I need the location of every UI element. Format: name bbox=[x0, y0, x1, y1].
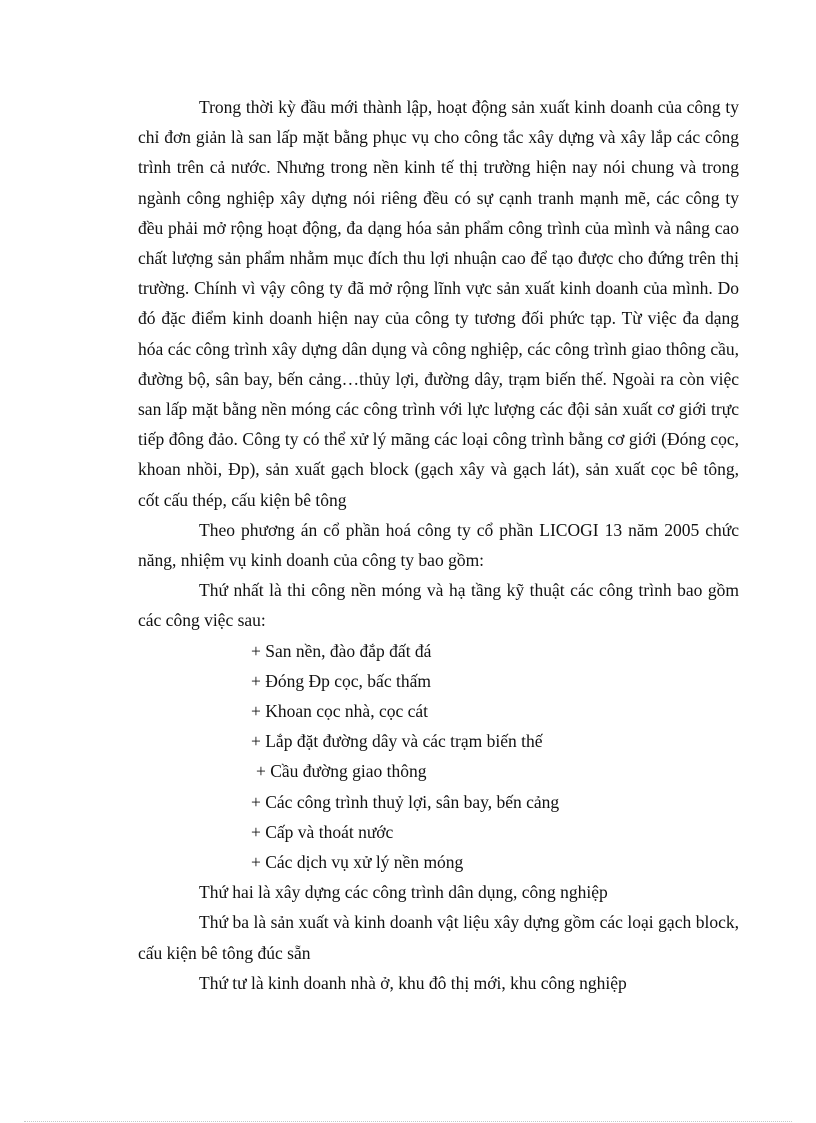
paragraph-second-function: Thứ hai là xây dựng các công trình dân dụng, công nghiệp bbox=[199, 882, 608, 903]
paragraph-first-function: Thứ nhất là thi công nền móng và hạ tầng kỹ thuật các công trình bao gồm các công việc sau: bbox=[138, 580, 739, 631]
paragraph-equitization-plan: Theo phương án cổ phần hoá công ty cổ phần LICOGI 13 năm 2005 chức năng, nhiệm vụ kinh doanh của công ty bao gồm: bbox=[138, 519, 739, 571]
document-body bbox=[138, 92, 739, 998]
list-item: + Đóng Đp cọc, bấc thấm bbox=[251, 670, 431, 691]
list-item: + Khoan cọc nhà, cọc cát bbox=[251, 701, 429, 722]
foundation-works-list bbox=[138, 636, 739, 878]
list-item: + Cầu đường giao thông bbox=[256, 761, 427, 782]
list-item: + Các dịch vụ xử lý nền móng bbox=[251, 852, 464, 873]
paragraph-third-function: Thứ ba là sản xuất và kinh doanh vật liệu xây dựng gồm các loại gạch block, cấu kiện bê tông đúc sẵn bbox=[138, 912, 739, 963]
page-bottom-divider bbox=[24, 1121, 792, 1122]
list-item: + Các công trình thuỷ lợi, sân bay, bến cảng bbox=[251, 791, 560, 812]
list-item: + Lắp đặt đường dây và các trạm biến thế bbox=[251, 731, 543, 752]
paragraph-business-overview: Trong thời kỳ đầu mới thành lập, hoạt động sản xuất kinh doanh của công ty chỉ đơn giản là san lấp mặt bằng phục vụ cho công tắc xây dựng và xây lắp các công trình trên cả nước. Nhưng trong nền kinh tế thị trường hiện nay nói chung và trong ngành công nghiệp xây dựng nói riêng đều có sự cạnh tranh mạnh mẽ, các công ty đều phải mở rộng hoạt động, đa dạng hóa sản phẩm công trình của mình và nâng cao chất lượng sản phẩm nhằm mục đích thu lợi nhuận cao để tạo được cho đứng trên thị trường. Chính vì vậy công ty đã mở rộng lĩnh vực sản xuất kinh doanh của mình. Do đó đặc điểm kinh doanh hiện nay của công ty tương đối phức tạp. Từ việc đa dạng hóa các công trình xây dựng dân dụng và công nghiệp, các công trình giao thông cầu, đường bộ, sân bay, bến cảng…thủy lợi, đường dây, trạm biến thế. Ngoài ra còn việc san lấp mặt bằng nền móng các công trình với lực lượng các đội sản xuất cơ giới trực tiếp đông đảo. Công ty có thể xử lý mãng các loại công trình bằng cơ giới (Đóng cọc, khoan nhồi, Đp), sản xuất gạch block (gạch xây và gạch lát), sản xuất cọc bê tông, cốt cấu thép, cấu kiện bê tông bbox=[138, 97, 739, 510]
list-item: + Cấp và thoát nước bbox=[251, 821, 394, 842]
paragraph-fourth-function: Thứ tư là kinh doanh nhà ở, khu đô thị mới, khu công nghiệp bbox=[199, 972, 627, 993]
list-item: + San nền, đào đắp đất đá bbox=[251, 640, 432, 661]
